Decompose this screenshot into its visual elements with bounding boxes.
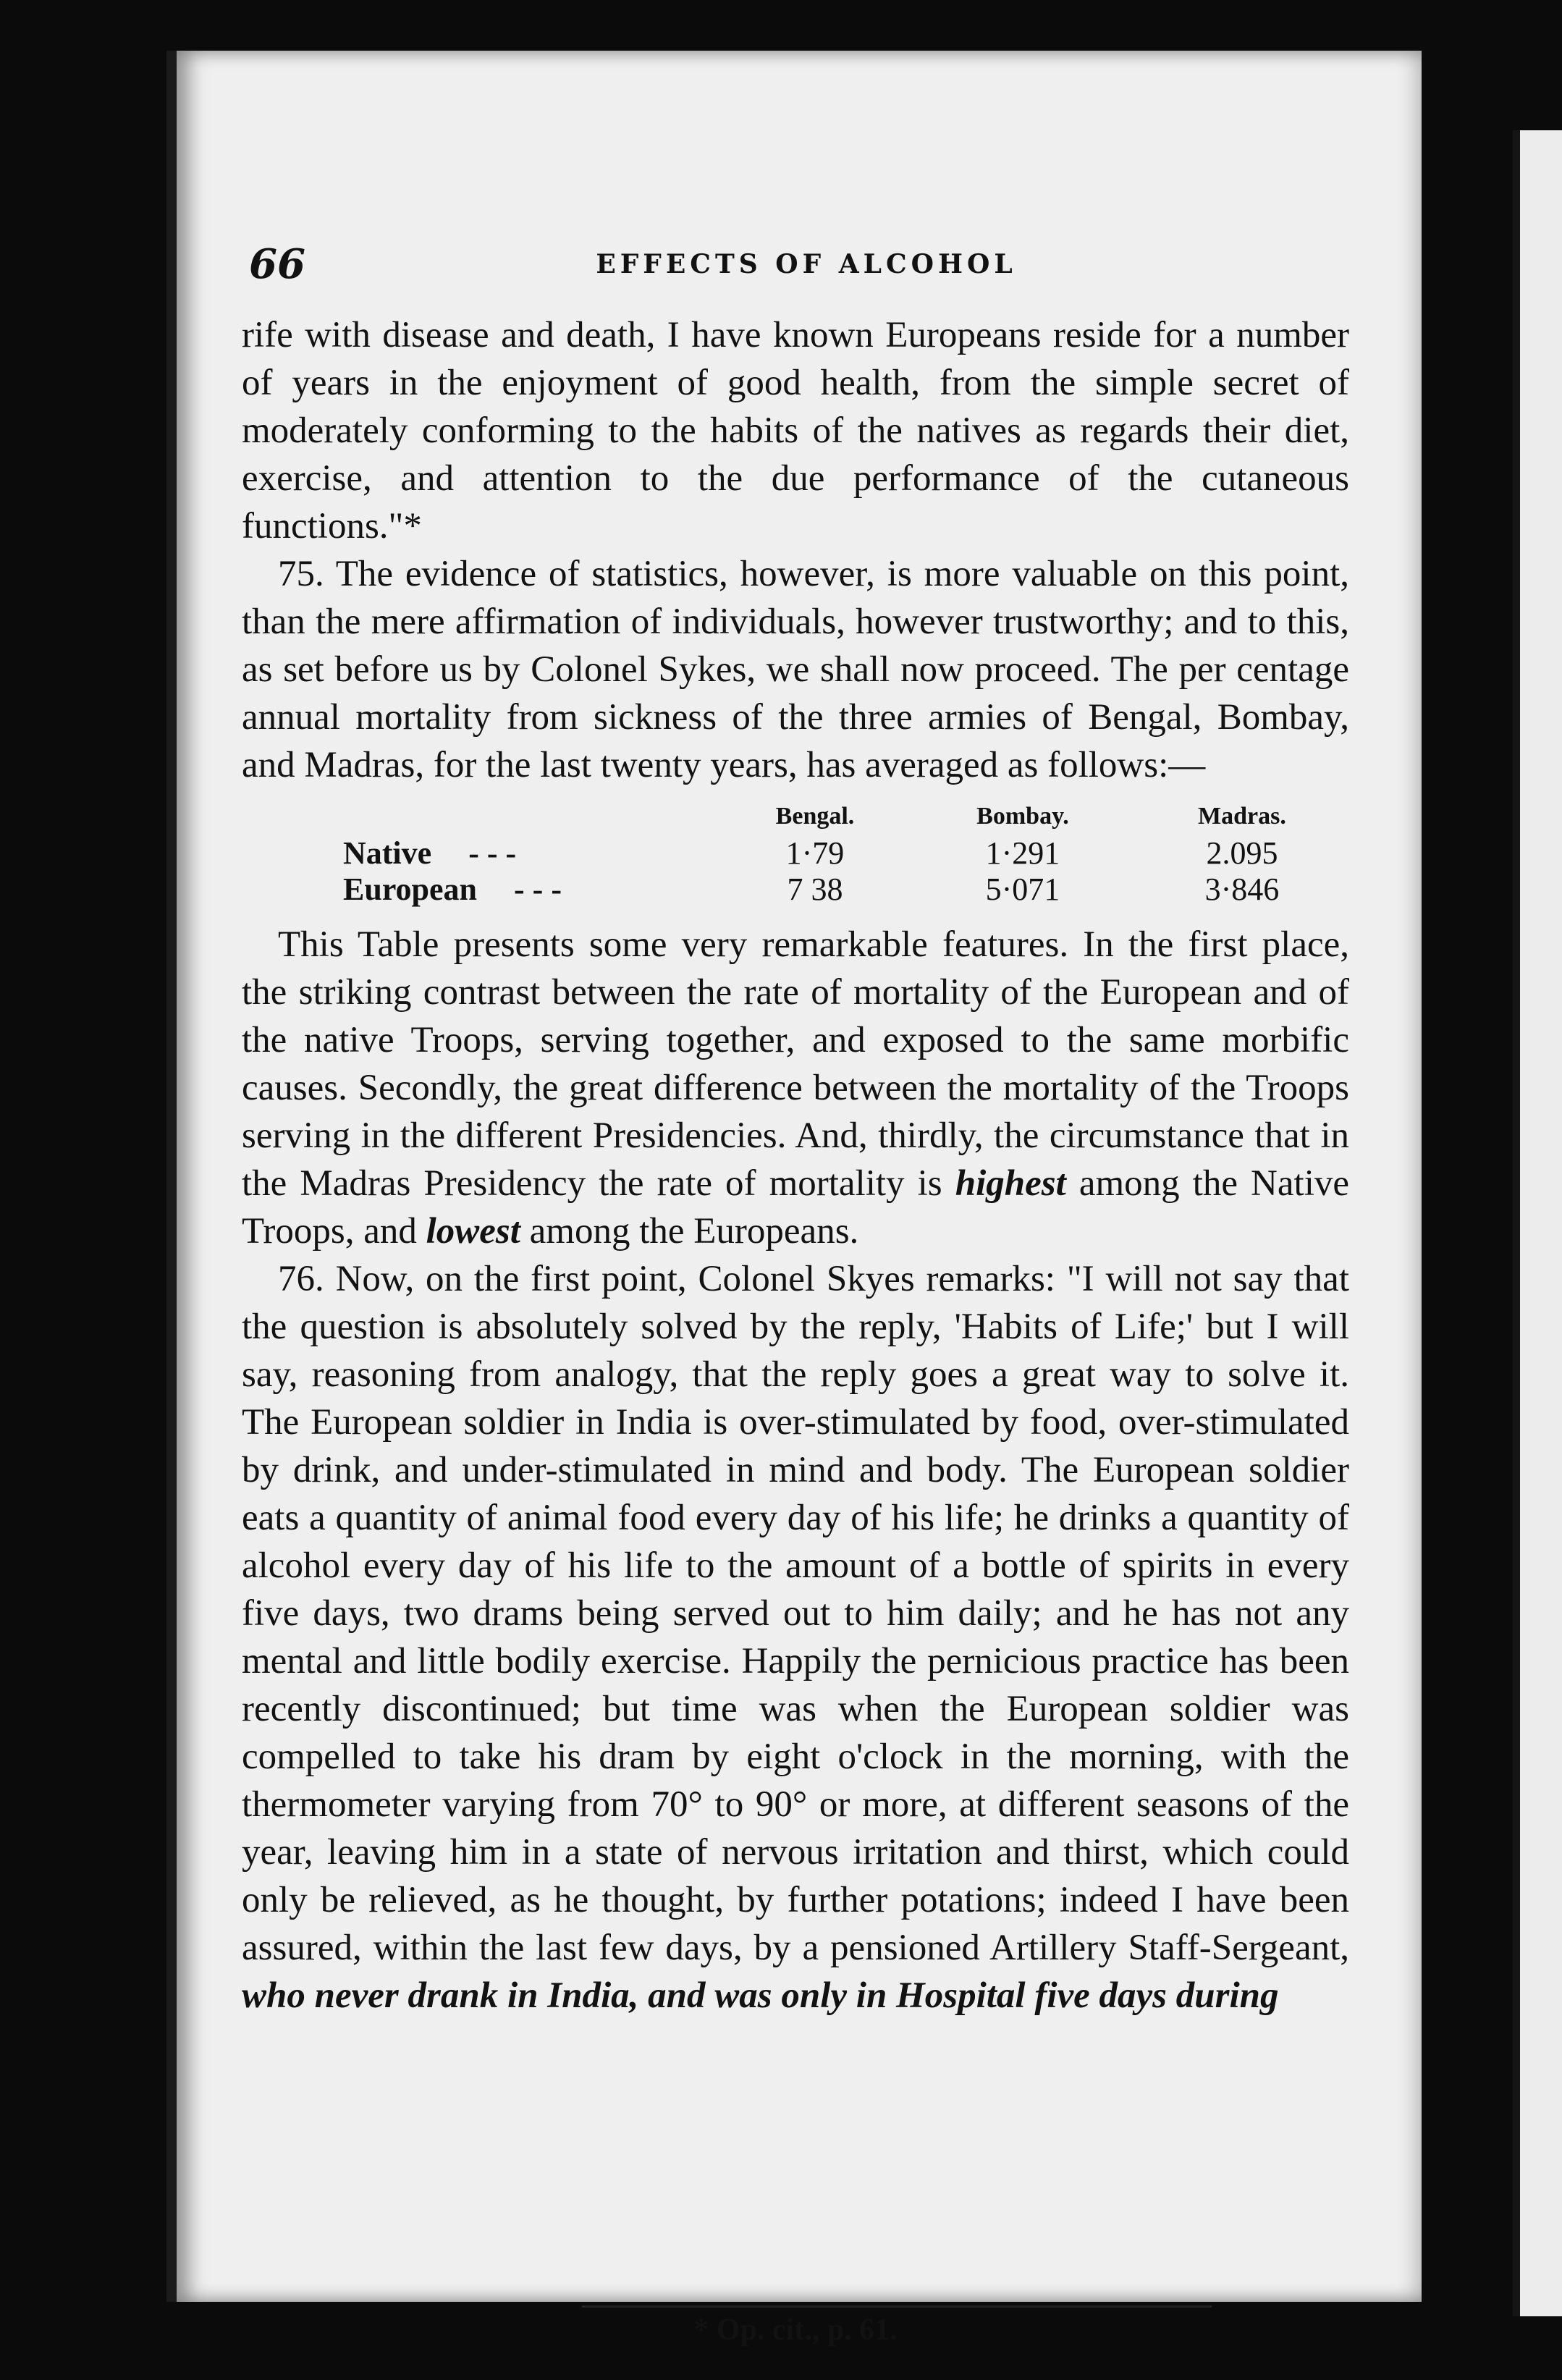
paragraph-76 bbox=[242, 1255, 1349, 2020]
footnote: * Op. cit., p. 61. bbox=[693, 2313, 898, 2347]
running-head-title: EFFECTS OF ALCOHOL bbox=[596, 249, 1017, 279]
paragraph-1: rife with disease and death, I have known Europeans reside for a number of years in the enjoyment of good health, from the simple secret of moderately conforming to the habits of the natives as regards their diet, exercise, and attention to the due performance of the cutaneous functions."* bbox=[242, 315, 1349, 547]
paragraph-text: among the Native Troops, and bbox=[242, 1163, 1349, 1252]
row-leader-dots: - - - bbox=[468, 835, 517, 871]
running-head bbox=[249, 240, 1364, 288]
book-page bbox=[166, 51, 1422, 2347]
facing-page-edge bbox=[1513, 130, 1562, 2316]
table-cell: 3·846 bbox=[1204, 872, 1280, 907]
emphasis-lowest: lowest bbox=[426, 1211, 520, 1252]
emphasis-quote: who never drank in India, and was only in Hospital five days during bbox=[242, 1975, 1279, 2016]
table-cell: 5·071 bbox=[985, 872, 1060, 907]
table-row bbox=[242, 835, 1349, 872]
page-number: 66 bbox=[249, 240, 305, 288]
paragraph-table-remarks bbox=[242, 921, 1349, 1255]
table-cell: 7 38 bbox=[787, 872, 843, 907]
mortality-table bbox=[242, 801, 1349, 908]
paragraph-75: 75. The evidence of statistics, however, is more valuable on this point, than the mere affirmation of individuals, however trustworthy; and to this, as set before us by Colonel Sykes, we shall now proceed. The per centage annual mortality from sickness of the three armies of Bengal, Bombay, and Madras, for the last twenty years, has averaged as follows:— bbox=[242, 554, 1349, 785]
paragraph-text: among the Europeans. bbox=[529, 1211, 859, 1252]
paragraph-text: This Table presents some very remarkable features. In the first place, the striking contrast between the rate of mortality of the European and of the native Troops, serving together, and exposed to the same morbific causes. Secondly, the great difference between the mortality of the Troops serving in the different Presidencies. And, thirdly, the circumstance that in the Madras Presidency the rate of mortality is bbox=[242, 924, 1349, 1204]
footnote-rule bbox=[582, 2305, 1212, 2308]
column-header-bengal: Bengal. bbox=[775, 803, 855, 830]
table-cell: 2.095 bbox=[1206, 835, 1278, 871]
body-text bbox=[242, 311, 1349, 2020]
column-header-madras: Madras. bbox=[1198, 803, 1286, 830]
emphasis-highest: highest bbox=[955, 1163, 1066, 1204]
row-leader-dots: - - - bbox=[514, 872, 562, 907]
column-header-bombay: Bombay. bbox=[976, 803, 1069, 830]
table-header-row bbox=[242, 801, 1349, 835]
table-row bbox=[242, 872, 1349, 908]
row-label-text: European bbox=[343, 872, 478, 907]
table-cell: 1·291 bbox=[985, 835, 1060, 871]
table-cell: 1·79 bbox=[785, 835, 845, 871]
table-corner bbox=[242, 801, 719, 835]
row-label-text: Native bbox=[343, 835, 432, 871]
row-label bbox=[242, 835, 719, 872]
paragraph-text: 76. Now, on the first point, Colonel Skyes remarks: "I will not say that the question is absolutely solved by the reply, 'Habits of Life;' but I will say, reasoning from analogy, that the reply goes a great way to solve it. The European soldier in India is over-stimulated by food, over-stimulated by drink, and under-stimulated in mind and body. The European soldier eats a quantity of animal food every day of his life; he drinks a quantity of alcohol every day of his life to the amount of a bottle of spirits in every five days, two drams being served out to him daily; and he has not any mental and little bodily exercise. Happily the pernicious practice has been recently discontinued; but time was when the European soldier was compelled to take his dram by eight o'clock in the morning, with the thermometer varying from 70° to 90° or more, at different seasons of the year, leaving him in a state of nervous irritation and thirst, which could only be relieved, as he thought, by further potations; indeed I have been assured, within the last few days, by a pensioned Artillery Staff-Sergeant, bbox=[242, 1259, 1349, 1968]
row-label bbox=[242, 872, 719, 908]
